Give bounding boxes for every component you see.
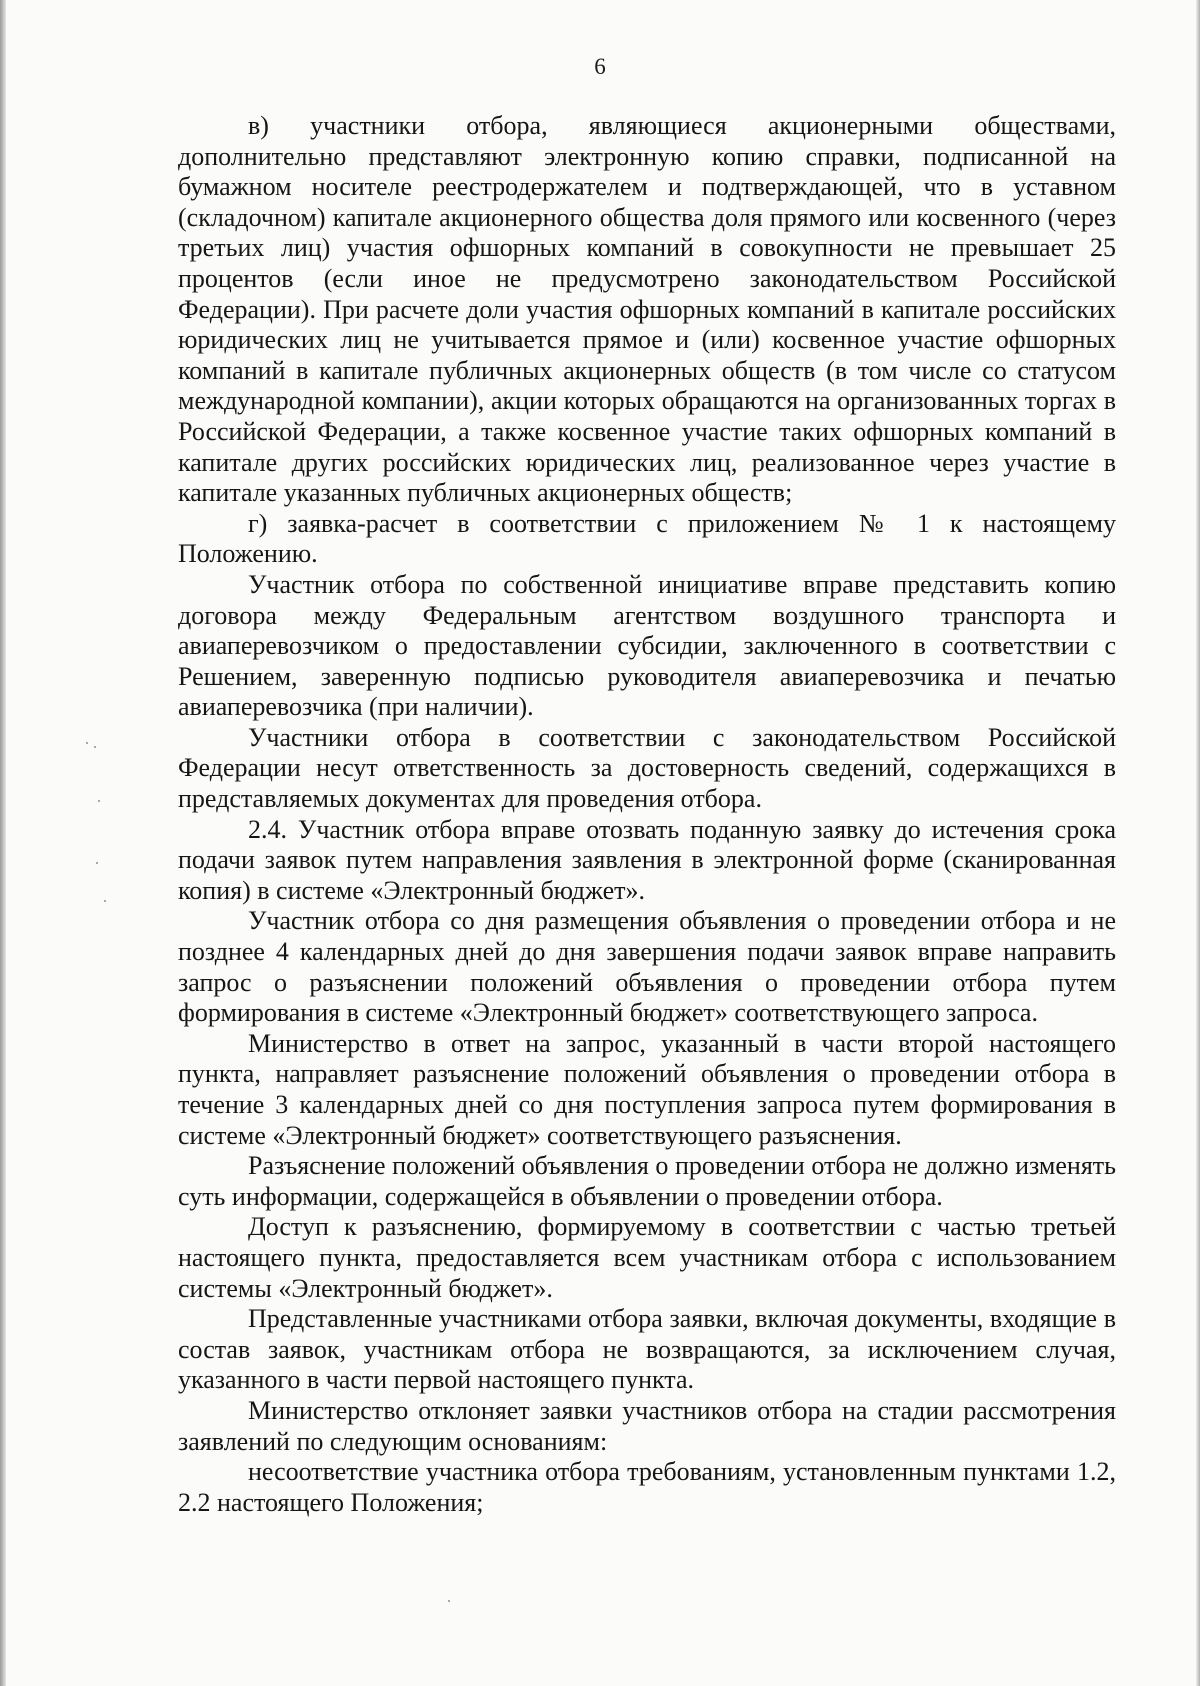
paragraph-clarification-access: Доступ к разъяснению, формируемому в соответствии с частью третьей настоящего пункта, предоставляется всем участникам отбора с использованием системы «Электронный бюджет». [178, 1212, 1116, 1303]
paragraph-item-g: г) заявка-расчет в соответствии с приложением № 1 к настоящему Положению. [178, 508, 1116, 569]
paragraph-rejection-grounds: Министерство отклоняет заявки участников отбора на стадии рассмотрения заявлений по следующим основаниям: [178, 1395, 1116, 1456]
scan-speck [448, 1600, 450, 1602]
scan-edge-right [1196, 0, 1200, 1686]
paragraph-applications-not-returned: Представленные участниками отбора заявки, включая документы, входящие в состав заявок, участникам отбора не возвращаются, за исключением случая, указанного в части первой настоящего пункта. [178, 1304, 1116, 1395]
scan-speck [94, 746, 96, 748]
paragraph-rejection-ground-1: несоответствие участника отбора требованиям, установленным пунктами 1.2, 2.2 настоящего Положения; [178, 1457, 1116, 1517]
paragraph-responsibility: Участники отбора в соответствии с законодательством Российской Федерации несут ответственность за достоверность сведений, содержащихся в представляемых документах для проведения отбора. [178, 722, 1116, 814]
paragraph-2-4: 2.4. Участник отбора вправе отозвать поданную заявку до истечения срока подачи заявок путем направления заявления в электронной форме (сканированная копия) в системе «Электронный бюджет». [178, 814, 1116, 905]
paragraph-clarification-request: Участник отбора со дня размещения объявления о проведении отбора и не позднее 4 календарных дней до дня завершения подачи заявок вправе направить запрос о разъяснении положений объявления о проведении отбора путем формирования в системе «Электронный бюджет» соответствующего запроса. [178, 906, 1116, 1028]
paragraph-contract-copy: Участник отбора по собственной инициативе вправе представить копию договора между Федеральным агентством воздушного транспорта и авиаперевозчиком о предоставлении субсидии, заключенного в соответствии с Решением, заверенную подписью руководителя авиаперевозчика и печатью авиаперевозчика (при наличии). [178, 569, 1116, 722]
scan-edge-left [0, 0, 6, 1686]
scan-speck [98, 800, 100, 802]
scan-speck [96, 862, 98, 864]
document-body [178, 111, 1116, 1518]
scan-speck [104, 900, 106, 902]
paragraph-clarification-scope: Разъяснение положений объявления о проведении отбора не должно изменять суть информации, содержащейся в объявлении о проведении отбора. [178, 1151, 1116, 1211]
page-number: 6 [594, 54, 606, 79]
scan-speck [86, 742, 88, 744]
paragraph-ministry-response: Министерство в ответ на запрос, указанный в части второй настоящего пункта, направляет разъяснение положений объявления о проведении отбора в течение 3 календарных дней со дня поступления запроса путем формирования в системе «Электронный бюджет» соответствующего разъяснения. [178, 1028, 1116, 1150]
paragraph-item-v: в) участники отбора, являющиеся акционерными обществами, дополнительно представляют электронную копию справки, подписанной на бумажном носителе реестродержателем и подтверждающей, что в уставном (складочном) капитале акционерного общества доля прямого или косвенного (через третьих лиц) участия офшорных компаний в совокупности не превышает 25 процентов (если иное не предусмотрено законодательством Российской Федерации). При расчете доли участия офшорных компаний в капитале российских юридических лиц не учитывается прямое и (или) косвенное участие офшорных компаний в капитале публичных акционерных обществ (в том числе со статусом международной компании), акции которых обращаются на организованных торгах в Российской Федерации, а также косвенное участие таких офшорных компаний в капитале других российских юридических лиц, реализованное через участие в капитале указанных публичных акционерных обществ; [178, 111, 1116, 508]
